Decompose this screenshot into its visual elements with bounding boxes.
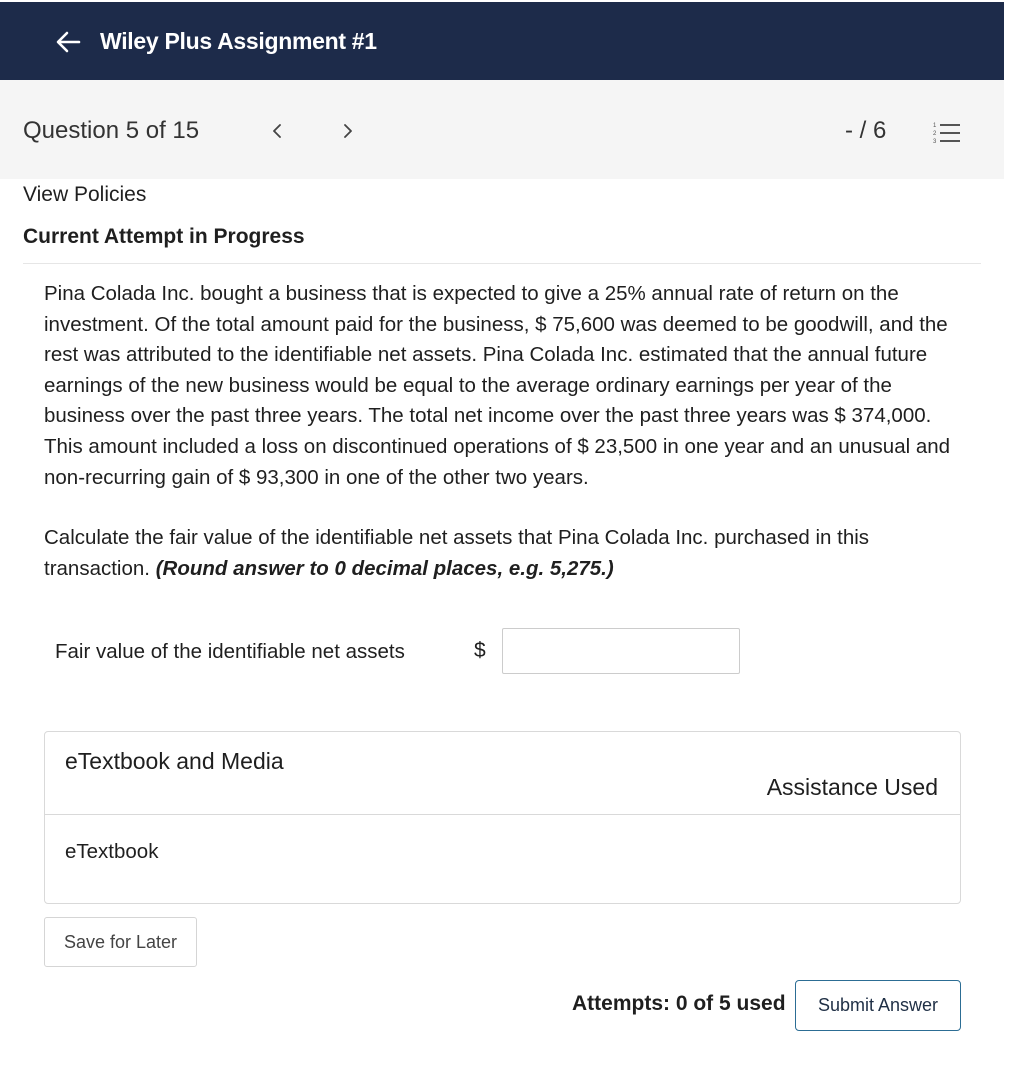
arrow-left-icon — [55, 31, 81, 53]
etextbook-panel-title: eTextbook and Media — [65, 748, 284, 774]
chevron-right-icon — [342, 123, 354, 139]
svg-text:3: 3 — [933, 139, 937, 145]
save-for-later-button[interactable]: Save for Later — [44, 917, 197, 967]
attempts-counter: Attempts: 0 of 5 used — [572, 992, 786, 1015]
question-text: Pina Colada Inc. bought a business that is expected to give a 25% annual rate of return on the investment. Of the total amount paid for the business, $ 75,600 was deemed to be goodwill, and the rest was attributed to the identifiable net assets. Pina Colada Inc. estimated that the annual future earnings of the new business would be equal to the average ordinary earnings per year of the business over the past three years. The total net income over the past three years was $ 374,000. This amount included a loss on discontinued operations of $ 23,500 in one year and an unusual and non-recurring gain of $ 93,300 in one of the other two years. — [44, 282, 951, 489]
etextbook-link[interactable]: eTextbook — [65, 840, 159, 863]
question-counter: Question 5 of 15 — [23, 117, 200, 144]
divider — [23, 263, 981, 264]
currency-symbol: $ — [474, 639, 486, 662]
assignment-title: Wiley Plus Assignment #1 — [100, 28, 377, 54]
etextbook-panel-header — [45, 732, 960, 815]
submit-answer-button[interactable]: Submit Answer — [795, 980, 961, 1031]
attempt-status-heading: Current Attempt in Progress — [23, 225, 305, 248]
question-nav-bar — [0, 80, 1004, 179]
question-score: - / 6 — [845, 117, 887, 144]
instruction-text: Calculate the fair value of the identifiable net assets that Pina Colada Inc. purchased in this transaction. — [44, 526, 870, 580]
instruction-emphasis: (Round answer to 0 decimal places, e.g. 5,275.) — [155, 556, 614, 580]
chevron-left-icon — [271, 123, 283, 139]
next-question-button[interactable] — [337, 120, 359, 142]
top-header — [0, 2, 1004, 80]
previous-question-button[interactable] — [266, 120, 288, 142]
answer-input[interactable] — [502, 628, 740, 674]
svg-text:1: 1 — [933, 123, 937, 129]
view-policies-link[interactable]: View Policies — [23, 183, 147, 206]
question-list-button[interactable] — [932, 118, 962, 148]
question-instruction — [44, 523, 964, 584]
etextbook-panel — [44, 731, 961, 904]
svg-text:2: 2 — [933, 131, 937, 137]
assistance-used-label: Assistance Used — [766, 774, 938, 800]
numbered-list-icon — [932, 118, 962, 148]
back-button[interactable] — [52, 26, 84, 58]
answer-label: Fair value of the identifiable net assets — [55, 640, 405, 663]
